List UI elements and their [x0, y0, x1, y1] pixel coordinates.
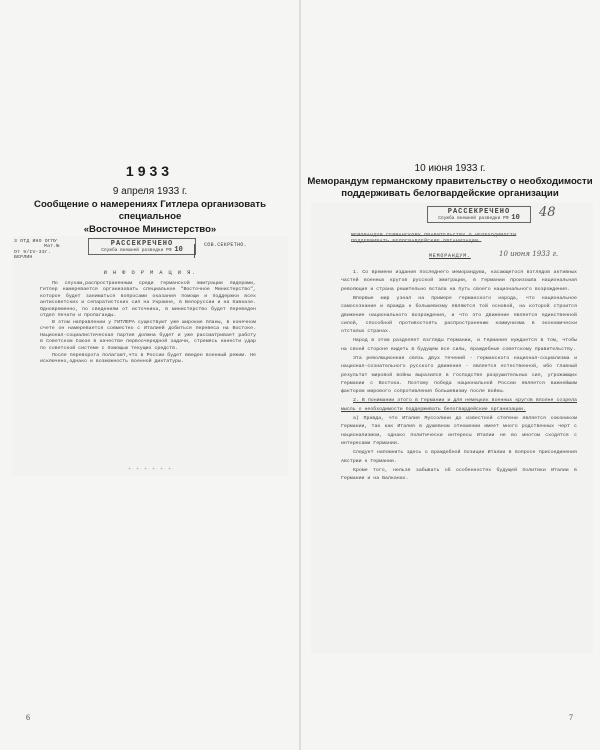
- year-heading: 1933: [125, 163, 174, 179]
- memo-paragraph: Впервые мир узнал на примере германского народа, что национальное самосознание и вражда к большевизму являются той основой, на которой строится движение национального возрождения, и что это движение является единственной силой, способной противостоять распространению коммунизма в экономически отсталых странах.: [341, 295, 577, 335]
- memo-paragraph: 1. Со времени издания последнего меморандума, касающегося взглядов активных частей военных кругов русской эмиграции, в Германии произошла национальная революция и страна решительно встала на путь своего национального возрождения.: [341, 270, 577, 292]
- left-document-scan: [12, 236, 288, 476]
- handwritten-stroke: [194, 244, 195, 258]
- document-body: [40, 281, 256, 366]
- ref-line: От 9/IV-33г.: [14, 249, 51, 255]
- handwritten-date: 10 июня 1933 г.: [499, 250, 559, 258]
- declassified-stamp: [427, 206, 531, 223]
- memo-caption-line-2: ПОДДЕРЖИВАТЬ БЕЛОГВАРДЕЙСКИЕ ОРГАНИЗАЦИИ.: [351, 239, 482, 244]
- memo-caption-line-1: МЕМОРАНДУМ ГЕРМАНСКОМУ ПРАВИТЕЛЬСТВУ О НЕОБХОДИМОСТИ: [351, 233, 517, 238]
- handwritten-mark: 48: [539, 205, 556, 220]
- stamp-subtitle: Служба внешней разведки РФ: [101, 248, 172, 253]
- ref-line: БЕРЛИН: [14, 255, 33, 261]
- classification-mark: СОВ.СЕКРЕТНО.: [204, 242, 247, 248]
- stamp-title: РАССЕКРЕЧЕНО: [447, 208, 511, 216]
- right-page: [301, 0, 600, 750]
- document-paragraph: После переворота полагают,что в России будет введен военный режим. Не исключено,однако и возможность военной диктатуры.: [40, 352, 256, 365]
- ref-line: Мат.№: [44, 244, 60, 250]
- memo-paragraph: Кроме того, нельзя забывать об особенностях будущей политики Италии в Германии и на Балканах.: [341, 467, 577, 481]
- declassified-stamp: [88, 238, 196, 255]
- stamp-number: 10: [511, 214, 520, 222]
- right-document-scan: [311, 203, 593, 653]
- left-title-line-1: Сообщение о намерениях Гитлера организовать специальное: [34, 198, 266, 222]
- right-title-line-1: Меморандум германскому правительству о необходимости: [307, 175, 593, 187]
- memo-paragraph: 2. В понимании этого в Германии и для немецких военных кругов вполне созрела мысль о необходимости поддерживать белогвардейские организации.: [341, 398, 577, 412]
- document-caption: И Н Ф О Р М А Ц И Я.: [103, 270, 197, 276]
- stamp-subtitle: Служба внешней разведки РФ: [438, 216, 509, 221]
- right-date: 10 июня 1933 г.: [414, 163, 486, 174]
- left-page: [0, 0, 299, 750]
- right-heading: [303, 163, 597, 201]
- page-number: 6: [26, 713, 30, 722]
- memo-paragraph: Эта революционная связь двух течений - германского национал-социализма и национал-сознательного русского движения - является естественной, ибо главный результат мировой войны выразился в господстве разрушительных сил, угрожающих Германии с Востока. Поэтому победа национальной России является важнейшим фактором мирового сопротивления большевизму после войны.: [341, 355, 577, 395]
- right-title-line-2: поддерживать белогвардейские организации: [341, 188, 559, 199]
- ref-line: 3 ОТД ИНО ОГПУ: [14, 239, 58, 244]
- dash-separator: - - - - - -: [127, 466, 172, 472]
- memo-paragraph: Народ в этом разделяет взгляды Германии, и Германия нуждается в том, чтобы на своей стороне видеть в будущем все силы, враждебные советскому правительству.: [341, 338, 577, 352]
- document-paragraph: В этом направлении у ГИТЛЕРА существуют уже широкие планы, в конечном счете он намеревается совместно с Италией добиться перевеса на Востоке. Национал-социалистическая партия должна будет и уже рассматривает работу в Советском Союзе в качестве первоочередной задачи, стремясь нанести удар по советской системе с помощью текущих средств.: [40, 320, 256, 351]
- left-title-line-2: «Восточное Министерство»: [83, 223, 217, 235]
- reference-block: [14, 239, 76, 261]
- stamp-number: 10: [174, 246, 183, 254]
- left-heading: [20, 186, 280, 236]
- page-number: 7: [569, 713, 573, 722]
- stamp-title: РАССЕКРЕЧЕНО: [110, 240, 174, 248]
- memo-label: МЕМОРАНДУМ.: [429, 253, 471, 259]
- left-date: 9 апреля 1933 г.: [112, 186, 188, 197]
- memo-paragraph: Следует напомнить здесь о враждебной позиции Италии в вопросе присоединения Австрии к Германии.: [341, 450, 577, 464]
- memo-paragraph: а) Правда, что Италия Муссолини до известной степени является союзником Германии, так как Италия в душевном отношении имеет много родственных черт с национализмом, однако политически интересы Италии не во многом сходятся с интересами Германии.: [341, 415, 577, 447]
- memo-body: [341, 269, 577, 484]
- memo-caption: [351, 233, 551, 245]
- document-paragraph: По слухам,распространенным среди германской эмиграции лидерами, Гитлер намеревается организовать специальное "Восточное Министерство", которое будет заниматься вопросами оказания помощи и поддержки всех антисоветских и сепаратистских сил на Украине, в Белоруссии и на Кавказе. Одновременно, по сведениям от источника, в министерство будет переведен отдел печати и пропаганды.: [40, 281, 256, 319]
